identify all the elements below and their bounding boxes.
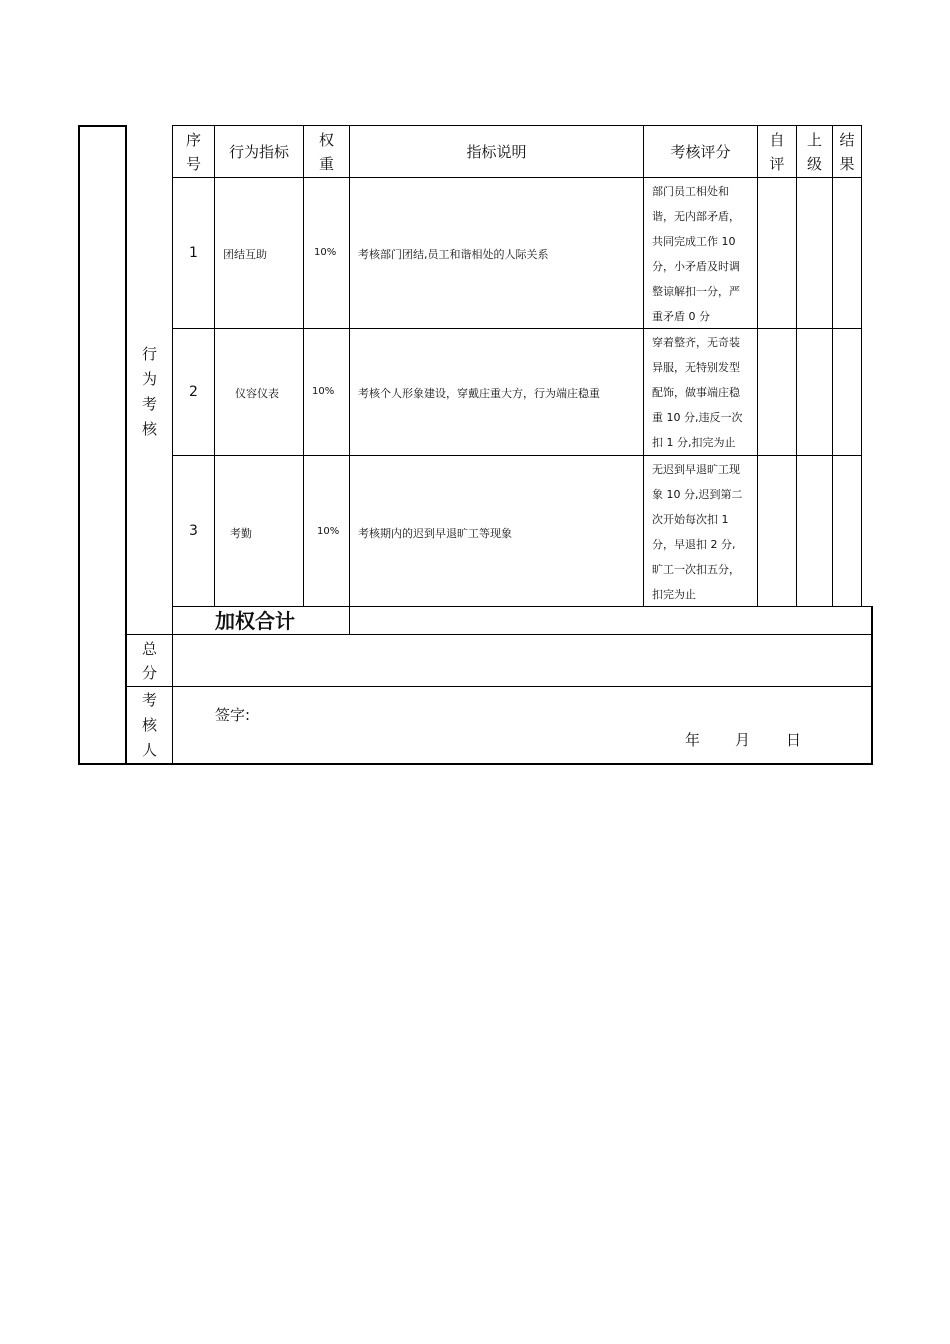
row-indicator: 团结互助 — [223, 248, 267, 261]
scoring-line: 分，小矛盾及时调 — [652, 260, 740, 273]
header-result: 结果 — [839, 130, 855, 173]
row-seq: 2 — [189, 384, 198, 400]
header-superior: 上级 — [806, 130, 822, 173]
row-scoring — [652, 330, 754, 455]
scoring-line: 穿着整齐，无奇装 — [652, 336, 740, 349]
scoring-line: 共同完成工作 10 — [652, 235, 736, 248]
header-indicator: 行为指标 — [228, 143, 289, 161]
row-weight: 10% — [314, 247, 337, 258]
section-label-behavior — [127, 178, 172, 606]
scoring-line: 配饰，做事端庄稳 — [652, 386, 740, 399]
scoring-line: 分，早退扣 2 分, — [652, 538, 736, 551]
row-scoring — [652, 457, 754, 607]
scoring-line: 部门员工相处和 — [652, 185, 729, 198]
weighted-total-label: 加权合计 — [215, 609, 295, 633]
scoring-line: 重 10 分,违反一次 — [652, 411, 743, 424]
total-score-label: 总分 — [141, 639, 157, 682]
date-year: 年 — [685, 731, 701, 749]
section-label-text: 行为考核 — [141, 345, 157, 438]
assessor-label: 考核人 — [141, 690, 157, 759]
header-scoring: 考核评分 — [670, 143, 731, 161]
signature-label: 签字: — [215, 706, 251, 724]
scoring-line: 旷工一次扣五分， — [652, 563, 740, 576]
scoring-line: 重矛盾 0 分 — [652, 310, 710, 323]
scoring-line: 扣 1 分,扣完为止 — [652, 436, 736, 449]
row-weight: 10% — [317, 526, 340, 537]
row-weight: 10% — [312, 386, 335, 397]
row-indicator: 考勤 — [230, 527, 252, 540]
scoring-line: 扣完为止 — [652, 588, 696, 601]
date-month: 月 — [735, 731, 751, 749]
row-seq: 1 — [189, 245, 198, 261]
header-seq: 序号 — [185, 130, 201, 173]
row-scoring — [652, 179, 754, 329]
scoring-line: 异服，无特别发型 — [652, 361, 740, 374]
row-description: 考核部门团结,员工和谐相处的人际关系 — [358, 248, 549, 261]
scoring-line: 象 10 分,迟到第二 — [652, 488, 743, 501]
row-indicator: 仪容仪表 — [235, 387, 279, 400]
row-description: 考核个人形象建设，穿戴庄重大方，行为端庄稳重 — [358, 387, 600, 400]
row-seq: 3 — [189, 523, 198, 539]
header-self: 自评 — [769, 130, 785, 173]
scoring-line: 无迟到早退旷工现 — [652, 463, 740, 476]
date-day: 日 — [786, 731, 802, 749]
row-description: 考核期内的迟到早退旷工等现象 — [358, 527, 512, 540]
scoring-line: 整谅解扣一分，严 — [652, 285, 740, 298]
header-description: 指标说明 — [466, 143, 527, 161]
header-weight: 权重 — [318, 130, 334, 173]
scoring-line: 次开始每次扣 1 — [652, 513, 729, 526]
scoring-line: 谐，无内部矛盾， — [652, 210, 740, 223]
